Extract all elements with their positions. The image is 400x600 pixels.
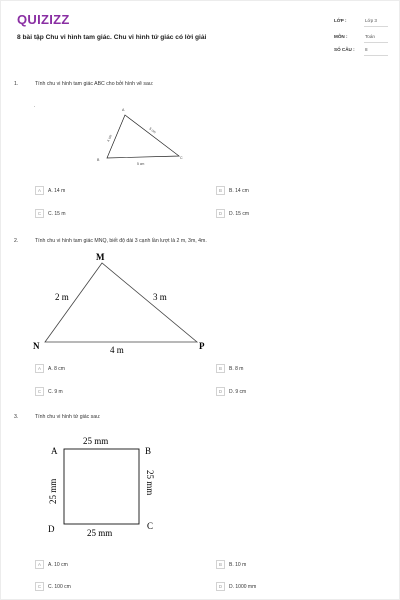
option-letter-box[interactable]: C [35,209,44,218]
meta-grade [334,15,386,27]
triangle-abc-figure [31,99,191,179]
option-letter-box[interactable]: C [35,387,44,396]
side-left-label: 25 mm [48,478,58,504]
side-right-label: 25 mm [145,470,155,496]
meta-underline [364,26,388,27]
option-text: A. 10 cm [48,562,68,568]
side-bottom-label: 25 mm [87,528,113,538]
meta-subject [334,31,386,43]
option-letter-box[interactable]: B [216,560,225,569]
page-title: 8 bài tập Chu vi hình tam giác. Chu vi hình tứ giác có lời giải [17,34,207,41]
vertex-c-label: C [147,521,154,531]
option-letter-box[interactable]: A [35,560,44,569]
side-ac-label: 5 cm [148,126,157,135]
triangle-mnp-figure [29,248,219,358]
option-text: A. 8 cm [48,366,65,372]
question-2-number: 2. [14,238,19,244]
triangle-mnp-shape [45,263,197,342]
option-text: C. 15 m [48,211,66,217]
option-letter-box[interactable]: B [216,364,225,373]
side-mp-label: 3 m [153,292,167,302]
figure-dot: . [34,103,36,109]
side-bc-label: 5 cm [137,162,145,166]
meta-grade-label: LỚP : [334,18,347,23]
option-text: B. 10 m [229,562,247,568]
option-text: D. 1000 mm [229,584,257,590]
vertex-b-label: B [145,446,152,456]
meta-subject-value: Toán [365,34,375,39]
option-text: C. 9 m [48,389,63,395]
option-text: D. 9 cm [229,389,247,395]
vertex-m-label: M [96,252,105,262]
option-letter-box[interactable]: C [35,582,44,591]
side-top-label: 25 mm [83,436,109,446]
vertex-a-label: A [51,446,58,456]
vertex-a-label: A [122,108,125,112]
question-3-number: 3. [14,414,19,420]
triangle-abc-shape [107,115,179,158]
option-letter-box[interactable]: A [35,186,44,195]
meta-grade-value: Lớp 3 [365,18,377,23]
option-text: B. 14 cm [229,188,249,194]
side-ab-label: 4 cm [106,134,113,143]
option-text: C. 100 cm [48,584,71,590]
meta-count-label: SỐ CÂU : [334,47,355,52]
vertex-b-label: B [97,158,100,162]
question-2-text: Tính chu vi hình tam giác MNQ, biết độ dài 3 cạnh lần lượt là 2 m, 3m, 4m. [35,238,207,244]
option-letter-box[interactable]: B [216,186,225,195]
vertex-d-label: D [48,524,55,534]
option-letter-box[interactable]: D [216,209,225,218]
question-1-text: Tính chu vi hình tam giác ABC cho bởi hình vẽ sau: [35,81,154,87]
quizizz-logo[interactable]: QUIZIZZ [17,12,70,27]
meta-subject-label: MÔN : [334,34,348,39]
meta-underline [364,42,388,43]
option-text: D. 15 cm [229,211,250,217]
question-1-number: 1. [14,81,19,87]
side-mn-label: 2 m [55,292,69,302]
side-np-label: 4 m [110,345,124,355]
vertex-n-label: N [33,341,40,351]
square-abcd-shape [64,449,139,524]
square-abcd-figure [41,431,171,546]
question-3-text: Tính chu vi hình tứ giác sau: [35,414,101,420]
vertex-c-label: C [180,156,183,160]
meta-count-value: 8 [365,47,368,52]
option-text: A. 14 m [48,188,66,194]
meta-underline [364,55,388,56]
vertex-p-label: P [199,341,205,351]
option-letter-box[interactable]: A [35,364,44,373]
meta-count [334,44,386,56]
option-letter-box[interactable]: D [216,387,225,396]
option-text: B. 8 m [229,366,244,372]
option-letter-box[interactable]: D [216,582,225,591]
